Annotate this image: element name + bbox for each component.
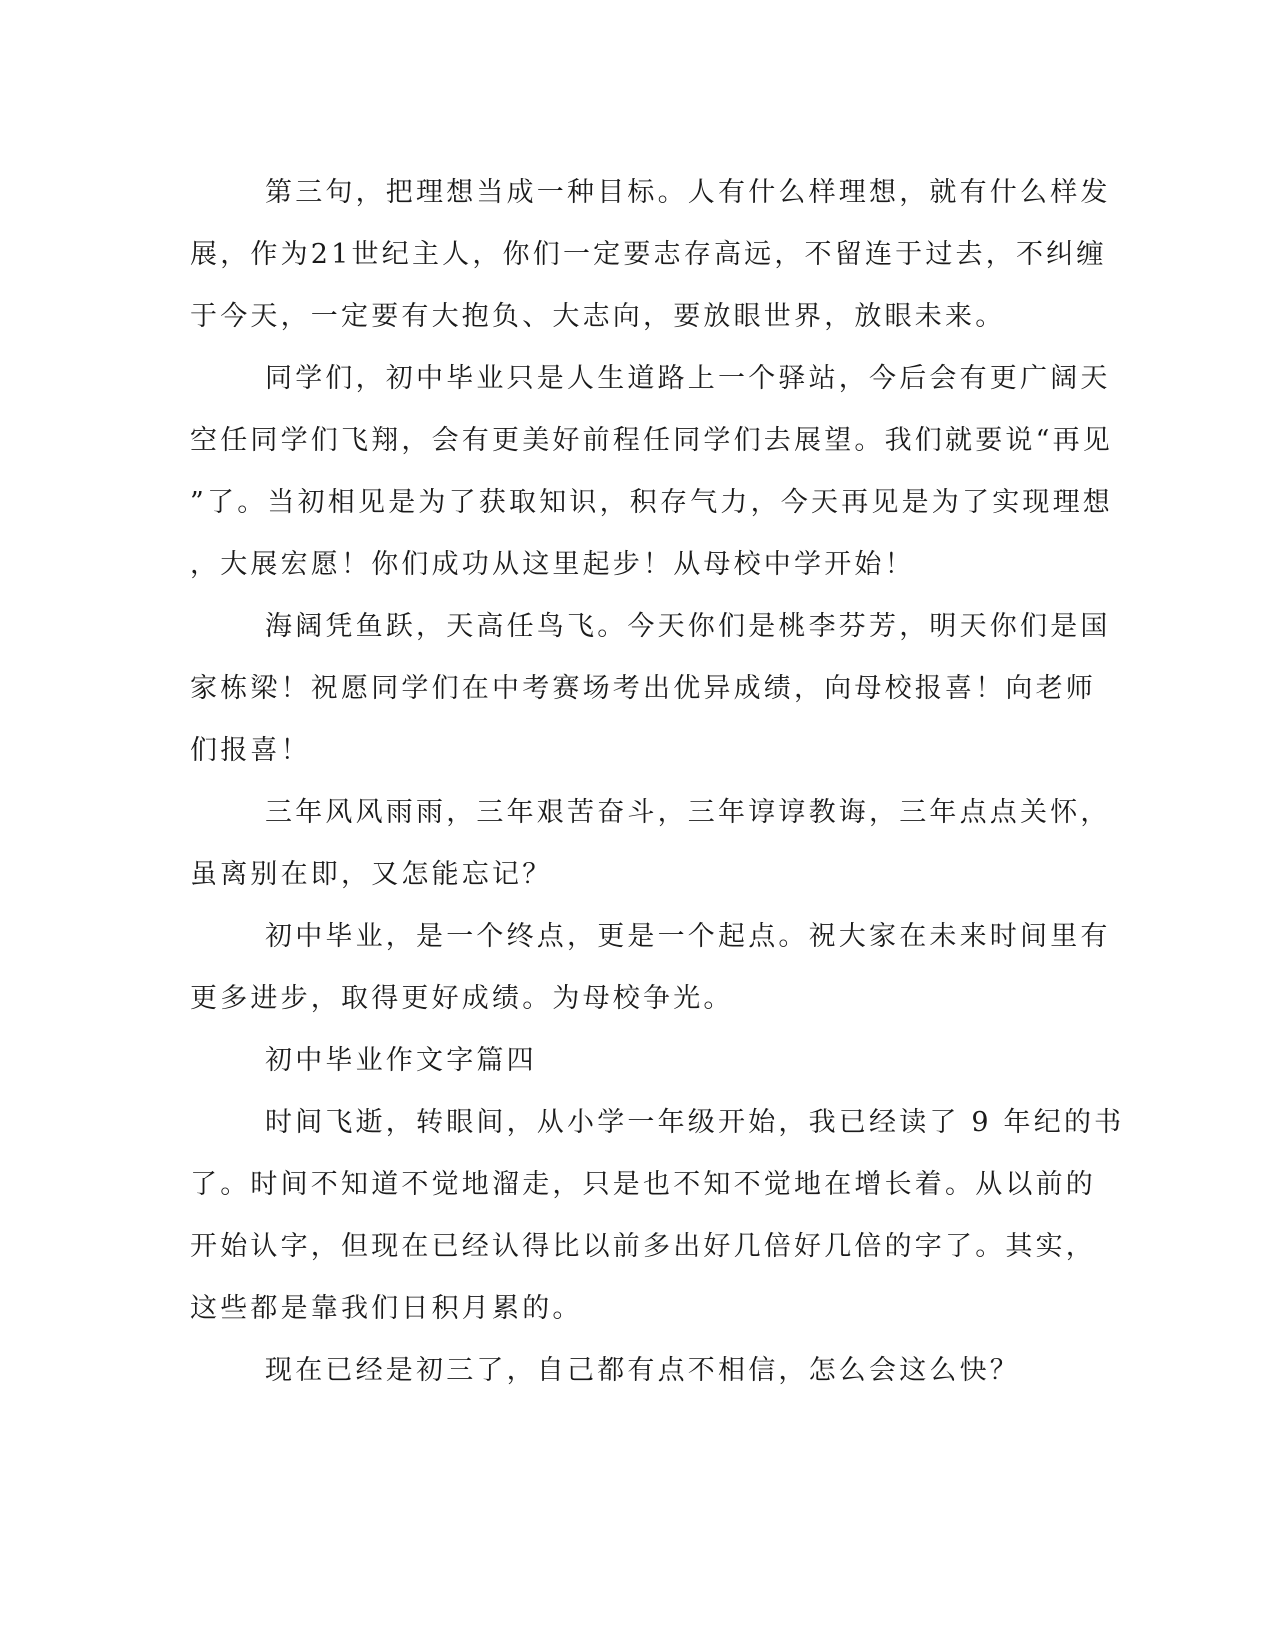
paragraph-line: 虽离别在即，又怎能忘记？ [190,859,553,890]
document-body [190,162,1125,1402]
paragraph-line: 这些都是靠我们日积月累的。 [190,1293,583,1324]
paragraph-line: 三年风风雨雨，三年艰苦奋斗，三年谆谆教诲，三年点点关怀， [265,797,1111,828]
paragraph-line: 空任同学们飞翔，会有更美好前程任同学们去展望。我们就要说“再见 [190,425,1114,456]
paragraph-line: 同学们，初中毕业只是人生道路上一个驿站，今后会有更广阔天 [265,363,1111,394]
paragraph-line: 初中毕业，是一个终点，更是一个起点。祝大家在未来时间里有 [265,921,1111,952]
paragraph-line: 海阔凭鱼跃，天高任鸟飞。今天你们是桃李芬芳，明天你们是国 [265,611,1111,642]
paragraph-line: 于今天，一定要有大抱负、大志向，要放眼世界，放眼未来。 [190,301,1006,332]
paragraph-line: 展，作为21世纪主人，你们一定要志存高远，不留连于过去，不纠缠 [190,239,1107,270]
paragraph-line: ”了。当初相见是为了获取知识，积存气力，今天再见是为了实现理想 [190,487,1114,518]
paragraph-line: ，大展宏愿！你们成功从这里起步！从母校中学开始！ [190,549,915,580]
paragraph-line: 更多进步，取得更好成绩。为母校争光。 [190,983,734,1014]
paragraph-line: 家栋梁！祝愿同学们在中考赛场考出优异成绩，向母校报喜！向老师 [190,673,1096,704]
paragraph-line: 时间飞逝，转眼间，从小学一年级开始，我已经读了 9 年纪的书 [265,1107,1125,1138]
paragraph-line: 们报喜！ [190,735,311,766]
paragraph-line: 第三句，把理想当成一种目标。人有什么样理想，就有什么样发 [265,177,1111,208]
paragraph-line: 开始认字，但现在已经认得比以前多出好几倍好几倍的字了。其实， [190,1231,1096,1262]
paragraph-line: 现在已经是初三了，自己都有点不相信，怎么会这么快？ [265,1355,1020,1386]
section-heading: 初中毕业作文字篇四 [265,1045,537,1076]
paragraph-line: 了。时间不知道不觉地溜走，只是也不知不觉地在增长着。从以前的 [190,1169,1096,1200]
